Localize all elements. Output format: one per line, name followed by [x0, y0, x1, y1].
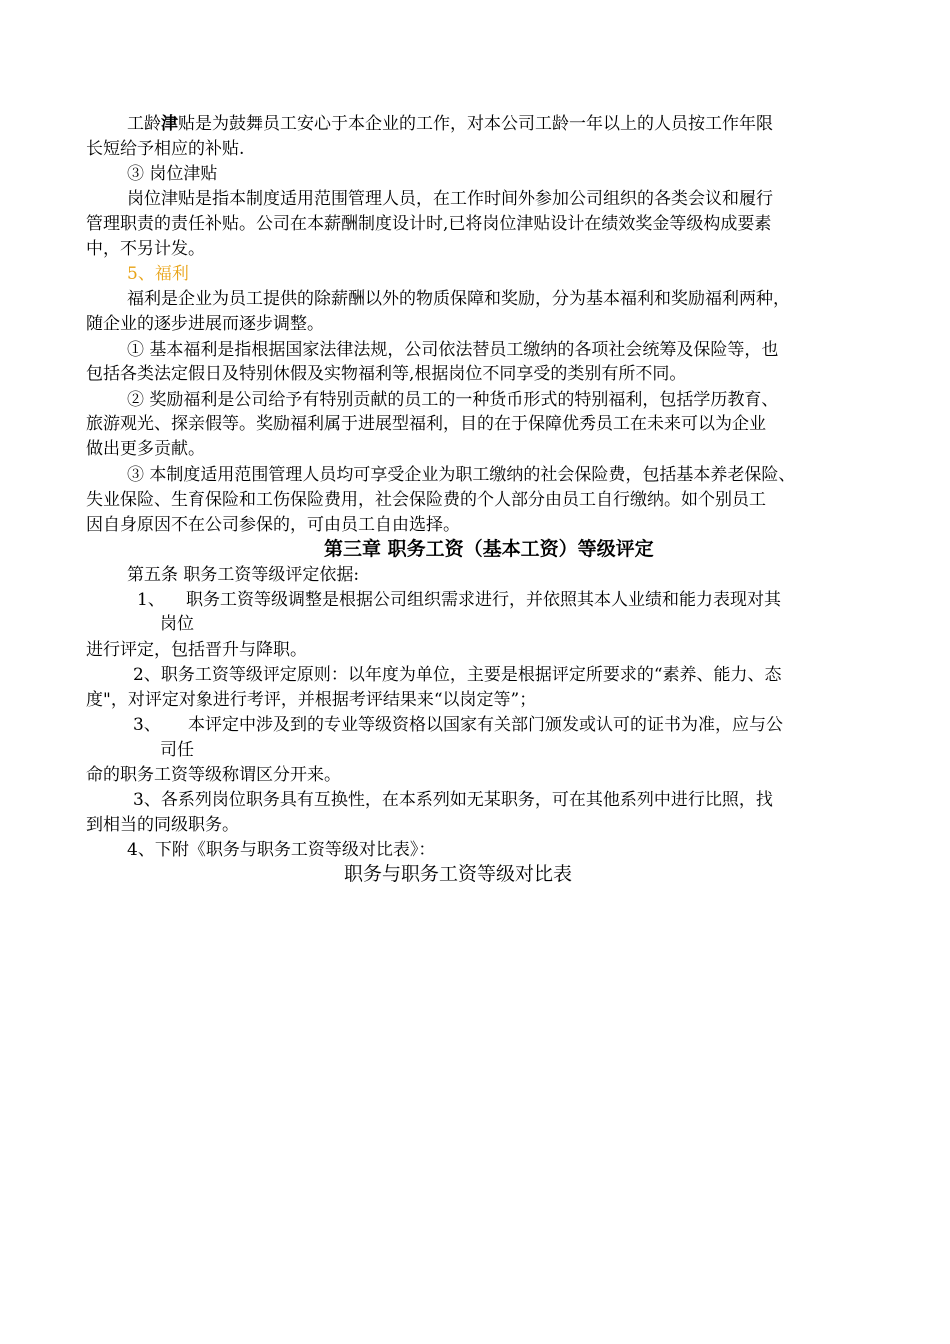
- paragraph-line: 岗位: [160, 614, 194, 634]
- paragraph-line: 做出更多贡献。: [86, 439, 205, 459]
- paragraph-line: 3、各系列岗位职务具有互换性，在本系列如无某职务，可在其他系列中进行比照，找: [133, 790, 773, 810]
- paragraph-line: 度"，对评定对象进行考评，并根据考评结果来“以岗定等”；: [86, 690, 537, 710]
- paragraph-line: 包括各类法定假日及特别休假及实物福利等,根据岗位不同享受的类别有所不同。: [86, 364, 687, 384]
- paragraph-line: 管理职责的责任补贴。公司在本薪酬制度设计时,已将岗位津贴设计在绩效奖金等级构成要素: [86, 214, 772, 234]
- text-run: 工龄: [127, 114, 161, 134]
- paragraph-line: 随企业的逐步进展而逐步调整。: [86, 314, 324, 334]
- table-title: 职务与职务工资等级对比表: [344, 863, 573, 885]
- paragraph-line: 因自身原因不在公司参保的，可由员工自由选择。: [86, 515, 460, 535]
- paragraph-line: 中，不另计发。: [86, 239, 205, 259]
- bold-text-run: 津: [161, 114, 178, 134]
- paragraph-line: [127, 112, 773, 136]
- paragraph-line: 进行评定，包括晋升与降职。: [86, 640, 307, 660]
- paragraph-line: ③ 本制度适用范围管理人员均可享受企业为职工缴纳的社会保险费，包括基本养老保险、: [127, 465, 796, 485]
- paragraph-line: 长短给予相应的补贴.: [86, 139, 245, 159]
- paragraph-line: 旅游观光、探亲假等。奖励福利属于进展型福利，目的在于保障优秀员工在未来可以为企业: [86, 414, 766, 434]
- subheading-line: ③ 岗位津贴: [127, 164, 218, 184]
- paragraph-line: 命的职务工资等级称谓区分开来。: [86, 765, 341, 785]
- paragraph-line: 职务工资等级调整是根据公司组织需求进行，并依照其本人业绩和能力表现对其: [186, 590, 781, 610]
- list-number: 3、: [133, 715, 161, 735]
- text-run: 贴是为鼓舞员工安心于本企业的工作，对本公司工龄一年以上的人员按工作年限: [178, 114, 773, 134]
- section-heading: 5、福利: [127, 264, 189, 284]
- article-heading: 第五条 职务工资等级评定依据:: [127, 565, 360, 585]
- paragraph-line: 本评定中涉及到的专业等级资格以国家有关部门颁发或认可的证书为准，应与公: [188, 715, 783, 735]
- paragraph-line: ① 基本福利是指根据国家法律法规，公司依法替员工缴纳的各项社会统筹及保险等，也: [127, 340, 779, 360]
- paragraph-line: 司任: [160, 740, 194, 760]
- list-number: 1、: [137, 590, 165, 610]
- paragraph-line: 2、职务工资等级评定原则：以年度为单位，主要是根据评定所要求的“素养、能力、态: [133, 665, 782, 685]
- paragraph-line: 到相当的同级职务。: [86, 815, 239, 835]
- paragraph-line: 失业保险、生育保险和工伤保险费用，社会保险费的个人部分由员工自行缴纳。如个别员工: [86, 490, 766, 510]
- paragraph-line: 岗位津贴是指本制度适用范围管理人员，在工作时间外参加公司组织的各类会议和履行: [127, 189, 773, 209]
- paragraph-line: ② 奖励福利是公司给予有特别贡献的员工的一种货币形式的特别福利，包括学历教育、: [127, 390, 779, 410]
- paragraph-line: 4、下附《职务与职务工资等级对比表》：: [127, 840, 436, 860]
- chapter-heading: 第三章 职务工资（基本工资）等级评定: [324, 538, 654, 560]
- paragraph-line: 福利是企业为员工提供的除薪酬以外的物质保障和奖励，分为基本福利和奖励福利两种，: [127, 289, 790, 309]
